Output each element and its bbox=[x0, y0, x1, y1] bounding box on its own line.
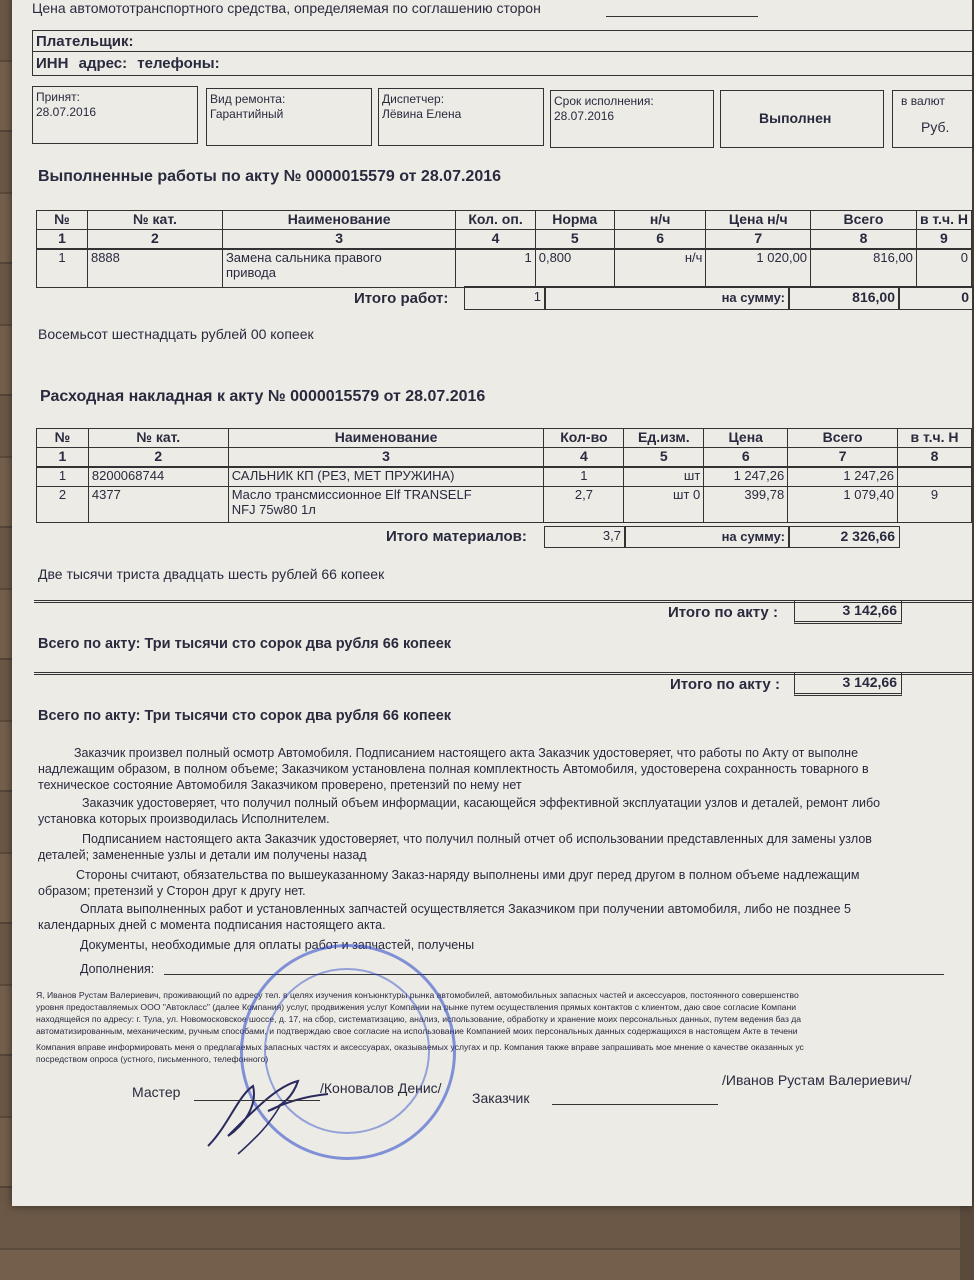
additions-label: Дополнения: bbox=[80, 962, 155, 976]
paragraph-line: Стороны считают, обязательства по вышеуказанному Заказ-наряду выполнены ими друг перед другом в полном объеме надлежащим bbox=[76, 868, 860, 882]
works-num-cell: 1 bbox=[37, 230, 88, 250]
repair-type-label: Вид ремонта: bbox=[210, 92, 286, 106]
works-total-qty-box bbox=[464, 286, 546, 310]
act-total-value-2: 3 142,66 bbox=[842, 674, 897, 690]
dispatcher-box bbox=[378, 88, 544, 146]
act-total-label-2: Итого по акту : bbox=[670, 676, 780, 693]
materials-total-qty-box bbox=[544, 526, 626, 548]
works-sum: 816,00 bbox=[852, 289, 895, 305]
currency-value: Руб. bbox=[921, 119, 950, 135]
mat-num-cell: 5 bbox=[624, 448, 704, 468]
mat-col-num: № bbox=[37, 429, 89, 448]
mat-num-cell: 2 bbox=[88, 448, 228, 468]
act-total-words-1: Всего по акту: Три тысячи сто сорок два рубля 66 копеек bbox=[38, 636, 452, 652]
deadline-label: Срок исполнения: bbox=[554, 94, 654, 108]
inn-line: ИНН адрес: телефоны: bbox=[36, 55, 220, 72]
act-total-box-1 bbox=[794, 600, 902, 624]
materials-sum-label: на сумму: bbox=[721, 529, 785, 544]
master-label: Мастер bbox=[132, 1084, 181, 1100]
works-col-num: № bbox=[37, 211, 88, 230]
mat-num-cell: 7 bbox=[788, 448, 898, 468]
works-sum-label: на сумму: bbox=[721, 290, 785, 305]
materials-table bbox=[36, 428, 972, 523]
works-num-cell: 8 bbox=[811, 230, 917, 250]
price-underline bbox=[606, 16, 758, 17]
mat-row-name-line2: NFJ 75w80 1л bbox=[231, 502, 316, 517]
works-number-row bbox=[37, 230, 972, 250]
deadline-box bbox=[550, 90, 714, 148]
works-row-num: 1 bbox=[37, 249, 88, 287]
consent-line: посредством опроса (устного, письменного, телефонного) bbox=[36, 1054, 269, 1064]
mat-col-total: Всего bbox=[788, 429, 898, 448]
mat-col-price: Цена bbox=[704, 429, 788, 448]
status-text: Выполнен bbox=[759, 110, 832, 126]
document-sheet bbox=[12, 0, 972, 1206]
accepted-label: Принят: bbox=[36, 90, 80, 104]
customer-sign-line bbox=[552, 1104, 718, 1105]
act-total-words-2: Всего по акту: Три тысячи сто сорок два рубля 66 копеек bbox=[38, 708, 452, 724]
works-row-name-line2: привода bbox=[225, 265, 276, 280]
master-sign-line bbox=[194, 1100, 320, 1101]
works-sum-box bbox=[788, 286, 900, 310]
works-table bbox=[36, 210, 972, 288]
mat-row-num: 1 bbox=[37, 467, 89, 487]
act-total-value-1: 3 142,66 bbox=[842, 602, 897, 618]
consent-line: уровня предоставляемых ООО "Автокласс" (далее Компания) услуг, продвижения услуг Компании на рынке путем осуществления прямых контактов с клиентом, даю свое согласие Компани bbox=[36, 1002, 797, 1012]
works-col-vat: в т.ч. Н bbox=[916, 211, 971, 230]
consent-line: Компания вправе информировать меня о предлагаемых запасных частях и аксессуарах, оказываемых услугах и пр. Компания также вправе запрашивать мое мнение о качестве оказанных ус bbox=[36, 1042, 804, 1052]
consent-line: автоматизированным, механическим, ручным способами, и подтверждаю свое согласие на использование Компанией моих персональных данных содержащихся в настоящем Акте в течени bbox=[36, 1026, 798, 1036]
mat-row-price: 399,78 bbox=[704, 487, 788, 523]
mat-row-num: 2 bbox=[37, 487, 89, 523]
master-name: /Коновалов Денис/ bbox=[320, 1080, 442, 1096]
mat-num-cell: 4 bbox=[544, 448, 624, 468]
payer-divider bbox=[32, 51, 972, 52]
paragraph-line: деталей; замененные узлы и детали им получены назад bbox=[38, 848, 367, 862]
materials-header-row bbox=[37, 429, 972, 448]
works-row-price: 1 020,00 bbox=[706, 249, 811, 287]
paragraph-line: образом; претензий у Сторон друг к другу нет. bbox=[38, 884, 306, 898]
works-row-cat: 8888 bbox=[87, 249, 222, 287]
mat-col-cat: № кат. bbox=[88, 429, 228, 448]
works-row-total: 816,00 bbox=[811, 249, 917, 287]
mat-num-cell: 8 bbox=[898, 448, 972, 468]
customer-name: /Иванов Рустам Валериевич/ bbox=[722, 1072, 912, 1088]
mat-row-total: 1 247,26 bbox=[788, 467, 898, 487]
works-col-qty: Кол. оп. bbox=[456, 211, 535, 230]
works-num-cell: 6 bbox=[614, 230, 706, 250]
mat-row-name: САЛЬНИК КП (РЕЗ, МЕТ ПРУЖИНА) bbox=[228, 467, 544, 487]
act-total-label-1: Итого по акту : bbox=[668, 604, 778, 621]
consent-line: Я, Иванов Рустам Валериевич, проживающий по адресу тел. в целях изучения конъюнктуры рынка автомобилей, автомобильных запасных частей и аксессуаров, постоянного совершенство bbox=[36, 990, 799, 1000]
works-row-norm: 0,800 bbox=[535, 249, 614, 287]
mat-row-qty: 2,7 bbox=[544, 487, 624, 523]
paragraph-line: надлежащим образом, в полном объеме; Заказчиком установлена полная комплектность Автомобиля, удостоверена сохранность товарного в bbox=[38, 762, 869, 776]
table-row bbox=[37, 467, 972, 487]
mat-col-name: Наименование bbox=[228, 429, 544, 448]
mat-row-price: 1 247,26 bbox=[704, 467, 788, 487]
works-total-qty: 1 bbox=[533, 289, 541, 304]
dispatcher-name: Лёвина Елена bbox=[382, 107, 462, 121]
mat-num-cell: 6 bbox=[704, 448, 788, 468]
accepted-date: 28.07.2016 bbox=[36, 105, 97, 119]
mat-col-qty: Кол-во bbox=[544, 429, 624, 448]
works-col-total: Всего bbox=[811, 211, 917, 230]
paragraph-line: Оплата выполненных работ и установленных запчастей осуществляется Заказчиком при получении автомобиля, либо не позднее 5 bbox=[80, 902, 851, 916]
mat-row-name-line1: Масло трансмиссионное Elf TRANSELF bbox=[231, 487, 472, 502]
materials-total-label: Итого материалов: bbox=[386, 528, 527, 545]
works-sum-words: Восемьсот шестнадцать рублей 00 копеек bbox=[38, 326, 314, 342]
currency-box bbox=[892, 90, 974, 148]
dispatcher-label: Диспетчер: bbox=[382, 92, 445, 106]
works-num-cell: 3 bbox=[222, 230, 455, 250]
mat-num-cell: 3 bbox=[228, 448, 544, 468]
table-row bbox=[37, 487, 972, 523]
mat-col-vat: в т.ч. Н bbox=[898, 429, 972, 448]
works-num-cell: 5 bbox=[535, 230, 614, 250]
materials-sum-words: Две тысячи триста двадцать шесть рублей 66 копеек bbox=[38, 566, 385, 582]
paragraph-line: Заказчик произвел полный осмотр Автомобиля. Подписанием настоящего акта Заказчик удостоверяет, что работы по Акту от выполне bbox=[74, 746, 859, 760]
works-row-vat: 0 bbox=[916, 249, 971, 287]
mat-row-cat: 4377 bbox=[88, 487, 228, 523]
works-total-label: Итого работ: bbox=[354, 290, 449, 307]
works-row-unit: н/ч bbox=[614, 249, 706, 287]
mat-col-unit: Ед.изм. bbox=[624, 429, 704, 448]
materials-sum: 2 326,66 bbox=[840, 528, 895, 544]
mat-row-qty: 1 bbox=[544, 467, 624, 487]
works-row-name-line1: Замена сальника правого bbox=[225, 250, 382, 265]
works-col-name: Наименование bbox=[222, 211, 455, 230]
materials-title: Расходная накладная к акту № 0000015579 от 28.07.2016 bbox=[40, 388, 486, 405]
paragraph-line: установка которых производилась Исполнителем. bbox=[38, 812, 330, 826]
paragraph-line: Документы, необходимые для оплаты работ и запчастей, получены bbox=[80, 938, 475, 952]
repair-type-box bbox=[206, 88, 372, 146]
works-num-cell: 2 bbox=[87, 230, 222, 250]
materials-total-qty: 3,7 bbox=[602, 528, 621, 543]
accepted-box bbox=[32, 86, 198, 144]
customer-label: Заказчик bbox=[472, 1090, 530, 1106]
works-num-cell: 7 bbox=[706, 230, 811, 250]
deadline-date: 28.07.2016 bbox=[554, 109, 615, 123]
paragraph-line: Заказчик удостоверяет, что получил полный объем информации, касающейся эффективной эксплуатации узлов и деталей, ремонт либо bbox=[82, 796, 881, 810]
table-row bbox=[37, 249, 972, 287]
act-total-box-2 bbox=[794, 672, 902, 696]
status-box bbox=[720, 90, 884, 148]
currency-label: в валют bbox=[901, 94, 945, 108]
works-row-name bbox=[222, 249, 455, 287]
works-col-cat: № кат. bbox=[87, 211, 222, 230]
works-sum-vat: 0 bbox=[961, 289, 969, 305]
paragraph-line: Подписанием настоящего акта Заказчик удостоверяет, что получил полный отчет об использовании представленных для замены узлов bbox=[82, 832, 872, 846]
mat-row-name bbox=[228, 487, 544, 523]
works-sum-label-box bbox=[544, 286, 790, 310]
works-num-cell: 4 bbox=[456, 230, 535, 250]
works-sum-vat-box bbox=[898, 286, 974, 310]
works-col-price: Цена н/ч bbox=[706, 211, 811, 230]
consent-line: находящейся по адресу: г. Тула, ул. Новомосковское шоссе, д. 17, на сбор, систематизацию, анализ, использование, обработку и хранение моих персональных данных, путем ведения баз да bbox=[36, 1014, 802, 1024]
works-col-norm: Норма bbox=[535, 211, 614, 230]
works-num-cell: 9 bbox=[916, 230, 971, 250]
paragraph-line: календарных дней с момента подписания настоящего акта. bbox=[38, 918, 386, 932]
price-agreement-line: Цена автомототранспортного средства, определяемая по соглашению сторон bbox=[32, 0, 541, 16]
mat-row-unit: шт bbox=[624, 467, 704, 487]
mat-row-vat bbox=[898, 467, 972, 487]
materials-sum-box bbox=[788, 526, 900, 548]
works-row-qty: 1 bbox=[456, 249, 535, 287]
materials-number-row bbox=[37, 448, 972, 468]
mat-row-cat: 8200068744 bbox=[88, 467, 228, 487]
repair-type-value: Гарантийный bbox=[210, 107, 284, 121]
payer-label: Плательщик: bbox=[36, 33, 134, 50]
mat-row-vat: 9 bbox=[898, 487, 972, 523]
mat-num-cell: 1 bbox=[37, 448, 89, 468]
works-col-unit: н/ч bbox=[614, 211, 706, 230]
materials-sum-label-box bbox=[624, 526, 790, 548]
works-title: Выполненные работы по акту № 0000015579 от 28.07.2016 bbox=[38, 168, 502, 185]
works-header-row bbox=[37, 211, 972, 230]
paragraph-line: техническое состояние Автомобиля Заказчиком проверено, претензий по нему нет bbox=[38, 778, 522, 792]
mat-row-total: 1 079,40 bbox=[788, 487, 898, 523]
mat-row-unit: шт 0 bbox=[624, 487, 704, 523]
master-signature bbox=[198, 1066, 338, 1158]
